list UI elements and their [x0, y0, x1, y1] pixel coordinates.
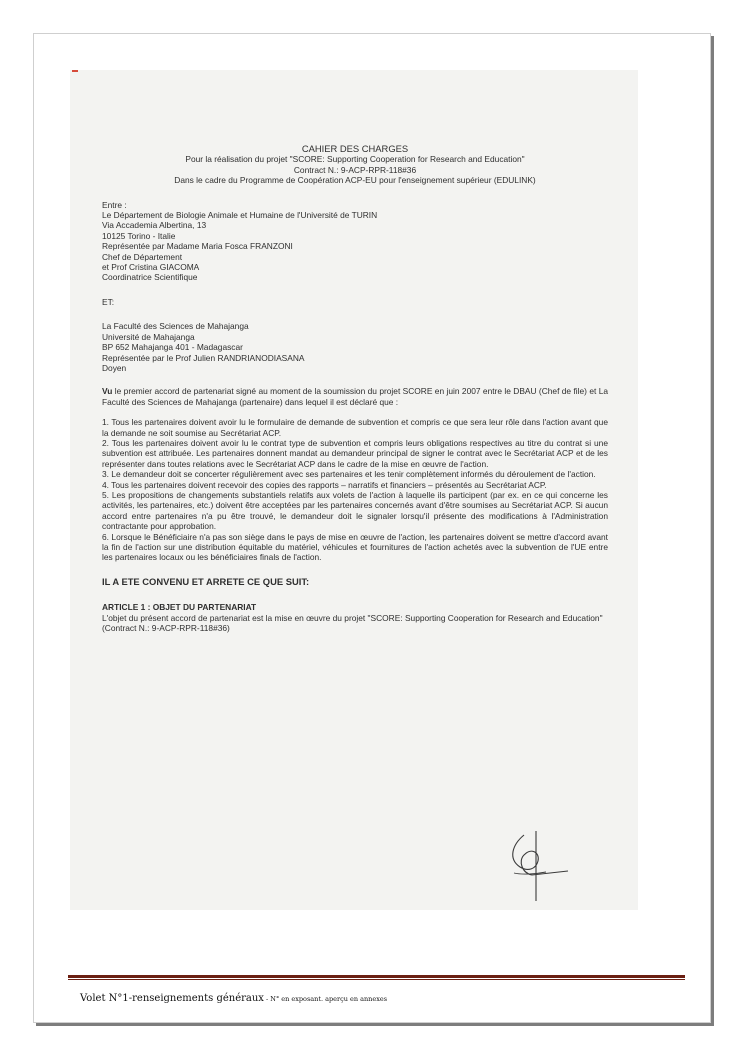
- party-2-line: Université de Mahajanga: [102, 331, 195, 342]
- party-1-line: Coordinatrice Scientifique: [102, 272, 198, 283]
- signature-mark: [502, 825, 572, 905]
- condition-item: 5. Les propositions de changements substantiels relatifs aux volets de l'action à laquelle ils participent (par ex. en ce qui concerne les activités, les partenaires, etc.) doivent être acceptées par les partenaires concernés avant d'être soumises au Secrétariat ACP. Si aucun accord entre partenaires n'a pu être trouvé, le demandeur doit le signaler lorsqu'il présente des modifications à l'Administration contractante pour approbation.: [102, 489, 608, 532]
- party-1-line: et Prof Cristina GIACOMA: [102, 262, 200, 273]
- condition-item: 2. Tous les partenaires doivent avoir lu le contrat type de subvention et compris leurs obligations respectives au titre du contrat si une subvention est attribuée. Les partenaires donnent mandat au demandeur principal de signer le contrat avec le Secrétariat ACP et de les représenter dans toutes relations avec le Secrétariat ACP dans le cadre de la mise en œuvre de l'action.: [102, 437, 608, 469]
- party-1-line: Chef de Département: [102, 251, 183, 262]
- party-1-line: Entre :: [102, 199, 127, 210]
- document-heading: [102, 144, 608, 186]
- conditions-list: [102, 417, 608, 563]
- party-1-line: 10125 Torino - Italie: [102, 230, 176, 241]
- condition-item: 6. Lorsque le Bénéficiaire n'a pas son siège dans le pays de mise en œuvre de l'action, les partenaires doivent se mettre d'accord avant la fin de l'action sur une distribution équitable du matériel, véhicules et fournitures de l'action achetés avec la subvention de l'UE entre les partenaires locaux ou les bénéficiaires finals de l'action.: [102, 531, 608, 563]
- scanned-document: [70, 70, 638, 910]
- heading-line: Dans le cadre du Programme de Coopération ACP-EU pour l'enseignement supérieur (EDULINK): [174, 175, 536, 186]
- footer-rule-thin: [68, 979, 685, 980]
- et-label: ET:: [102, 296, 115, 307]
- article-1-text: L'objet du présent accord de partenariat est la mise en œuvre du projet "SCORE: Supporting Cooperation for Research and Education" (Contract N.: 9-ACP-RPR-118#36): [102, 612, 603, 634]
- party-2-line: Doyen: [102, 362, 127, 373]
- party-1-block: [102, 200, 608, 283]
- vu-text: le premier accord de partenariat signé au moment de la soumission du projet SCORE en juin 2007 entre le DBAU (Chef de file) et La Faculté des Sciences de Mahajanga (partenaire) dans lequel il est déclaré que :: [102, 386, 609, 407]
- heading-line: Contract N.: 9-ACP-RPR-118#36: [293, 164, 417, 175]
- party-2-line: La Faculté des Sciences de Mahajanga: [102, 321, 249, 332]
- agreement-heading: IL A ETE CONVENU ET ARRETE CE QUE SUIT:: [102, 575, 310, 587]
- heading-line: Pour la réalisation du projet "SCORE: Supporting Cooperation for Research and Education": [185, 154, 525, 165]
- heading-title: CAHIER DES CHARGES: [301, 143, 409, 154]
- footer-note: - N° en exposant. aperçu en annexes: [263, 995, 388, 1003]
- party-2-block: [102, 321, 608, 373]
- condition-item: 3. Le demandeur doit se concerter régulièrement avec ses partenaires et les tenir complètement informés du déroulement de l'action.: [102, 469, 596, 480]
- page-footer: [80, 986, 387, 1005]
- party-1-line: Via Accademia Albertina, 13: [102, 220, 207, 231]
- vu-paragraph: [102, 386, 608, 407]
- vu-lead: Vu: [102, 386, 113, 397]
- party-2-line: Représentée par le Prof Julien RANDRIANODIASANA: [102, 352, 305, 363]
- party-1-line: Représentée par Madame Maria Fosca FRANZONI: [102, 241, 293, 252]
- footer-title: Volet N°1-renseignements généraux: [80, 993, 264, 1004]
- footer-rule: [68, 975, 685, 978]
- party-2-line: BP 652 Mahajanga 401 - Madagascar: [102, 342, 243, 353]
- party-1-line: Le Département de Biologie Animale et Humaine de l'Université de TURIN: [102, 210, 378, 221]
- condition-item: 1. Tous les partenaires doivent avoir lu le formulaire de demande de subvention et compris ce que sera leur rôle dans l'action avant que la demande ne soit soumise au Secrétariat ACP.: [102, 417, 608, 438]
- scan-artifact: [72, 70, 78, 72]
- condition-item: 4. Tous les partenaires doivent recevoir des copies des rapports – narratifs et financiers – présentés au Secrétariat ACP.: [102, 479, 547, 490]
- article-1-title: ARTICLE 1 : OBJET DU PARTENARIAT: [102, 602, 257, 613]
